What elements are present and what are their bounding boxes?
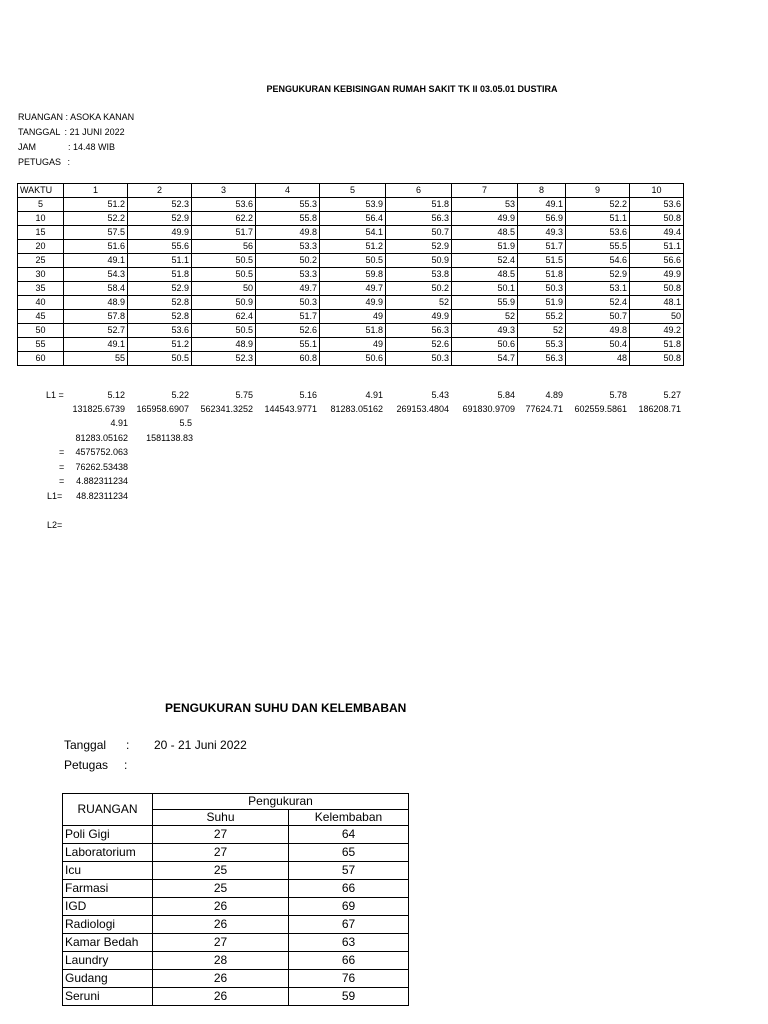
value-cell: 50.5 [320,254,386,268]
calc-value: 5.27 [663,390,681,400]
value-cell: 54.7 [452,352,518,366]
value-cell: 55.5 [566,240,630,254]
suhu-tanggal-value: 20 - 21 Juni 2022 [154,738,247,752]
kelembaban-cell: 63 [289,934,409,952]
waktu-cell: 35 [18,282,64,296]
waktu-cell: 50 [18,324,64,338]
value-cell: 49.1 [64,338,128,352]
eq-value: 76262.53438 [75,462,128,472]
calc-value: 5.5 [179,418,192,428]
info-label: TANGGAL [18,127,61,137]
suhu-cell: 27 [153,826,289,844]
ruangan-cell: Radiologi [63,916,153,934]
suhu-cell: 27 [153,844,289,862]
value-cell: 51.6 [64,240,128,254]
value-cell: 50.4 [566,338,630,352]
waktu-cell: 25 [18,254,64,268]
value-cell: 50.5 [192,324,256,338]
waktu-cell: 45 [18,310,64,324]
value-cell: 56.3 [518,352,566,366]
table-row [63,952,409,970]
table-row [63,826,409,844]
value-cell: 52.2 [64,212,128,226]
value-cell: 53 [452,198,518,212]
value-cell: 55.2 [518,310,566,324]
value-cell: 49.7 [320,282,386,296]
value-cell: 52.8 [128,310,192,324]
calc-value: 5.84 [497,390,515,400]
info-ruangan [18,112,134,127]
kelembaban-cell: 76 [289,970,409,988]
value-cell: 51.2 [320,240,386,254]
eq-label: L1= [47,491,63,501]
eq-value: 4575752.063 [75,447,128,457]
value-cell: 52.9 [566,268,630,282]
value-cell: 62.2 [192,212,256,226]
info-tanggal [18,127,134,142]
value-cell: 52.6 [256,324,320,338]
table-row [18,338,684,352]
value-cell: 49.8 [256,226,320,240]
ruangan-cell: Icu [63,862,153,880]
value-cell: 55 [64,352,128,366]
calc-value: 77624.71 [525,404,563,414]
suhu-title: PENGUKURAN SUHU DAN KELEMBABAN [165,701,407,715]
calc-value: 5.12 [107,390,125,400]
value-cell: 48.1 [630,296,684,310]
value-cell: 54.3 [64,268,128,282]
value-cell: 57.8 [64,310,128,324]
info-label: JAM [18,142,36,152]
value-cell: 55.6 [128,240,192,254]
value-cell: 51.5 [518,254,566,268]
value-cell: 55.3 [256,198,320,212]
info-value: 21 JUNI 2022 [69,127,125,137]
value-cell: 56.6 [630,254,684,268]
eq-value: 4.882311234 [76,476,128,486]
kelembaban-cell: 65 [289,844,409,862]
value-cell: 49.1 [518,198,566,212]
waktu-cell: 20 [18,240,64,254]
ruangan-cell: Kamar Bedah [63,934,153,952]
value-cell: 50.3 [256,296,320,310]
kelembaban-cell: 64 [289,826,409,844]
value-cell: 50.8 [630,282,684,296]
calc-value: 5.16 [299,390,317,400]
header-col: 6 [386,184,452,198]
value-cell: 50 [192,282,256,296]
table-row [63,844,409,862]
value-cell: 56 [192,240,256,254]
info-block [18,112,134,172]
value-cell: 52.2 [566,198,630,212]
value-cell: 49.9 [386,310,452,324]
value-cell: 50.5 [192,254,256,268]
value-cell: 49.3 [452,324,518,338]
value-cell: 51.1 [630,240,684,254]
table-row [18,198,684,212]
value-cell: 51.1 [128,254,192,268]
value-cell: 50.7 [566,310,630,324]
suhu-petugas-label: Petugas [64,758,109,772]
ruangan-cell: Laundry [63,952,153,970]
calc-value: 165958.6907 [136,404,189,414]
value-cell: 52.7 [64,324,128,338]
value-cell: 55.9 [452,296,518,310]
value-cell: 52 [452,310,518,324]
calc-value: 144543.9771 [264,404,317,414]
table-row [18,212,684,226]
waktu-cell: 15 [18,226,64,240]
waktu-cell: 5 [18,198,64,212]
kelembaban-cell: 66 [289,880,409,898]
table-row [63,916,409,934]
noise-table [17,183,684,366]
info-sep: : [68,142,71,152]
table-row [18,310,684,324]
value-cell: 51.7 [518,240,566,254]
value-cell: 49.7 [256,282,320,296]
waktu-cell: 30 [18,268,64,282]
value-cell: 52.6 [386,338,452,352]
value-cell: 51.1 [566,212,630,226]
value-cell: 51.7 [192,226,256,240]
header-col: 9 [566,184,630,198]
waktu-cell: 10 [18,212,64,226]
suhu-cell: 26 [153,916,289,934]
value-cell: 50.3 [518,282,566,296]
value-cell: 50.8 [630,212,684,226]
value-cell: 51.8 [518,268,566,282]
table-row [18,268,684,282]
calc-value: 4.91 [110,418,128,428]
calc-value: 5.43 [431,390,449,400]
header-waktu: WAKTU [18,184,64,198]
calc-value: 4.91 [365,390,383,400]
header-col: 8 [518,184,566,198]
value-cell: 49.9 [452,212,518,226]
table-row [63,988,409,1006]
value-cell: 53.9 [320,198,386,212]
calc-value: 186208.71 [638,404,681,414]
value-cell: 50.1 [452,282,518,296]
value-cell: 48 [566,352,630,366]
ruangan-cell: Laboratorium [63,844,153,862]
calc-value: 131825.6739 [72,404,125,414]
suhu-table [62,793,409,1006]
ruangan-cell: Gudang [63,970,153,988]
value-cell: 53.1 [566,282,630,296]
header-suhu: Suhu [153,810,289,826]
value-cell: 55.8 [256,212,320,226]
header-col: 1 [64,184,128,198]
calc-value: 602559.5861 [574,404,627,414]
value-cell: 50.2 [386,282,452,296]
kelembaban-cell: 67 [289,916,409,934]
suhu-cell: 28 [153,952,289,970]
value-cell: 49.2 [630,324,684,338]
calc-value: 81283.05162 [330,404,383,414]
value-cell: 51.9 [518,296,566,310]
calc-value: 1581138.83 [146,433,193,443]
value-cell: 51.8 [320,324,386,338]
value-cell: 52.3 [192,352,256,366]
value-cell: 50.9 [192,296,256,310]
suhu-tanggal-sep: : [126,738,130,752]
kelembaban-cell: 59 [289,988,409,1006]
calc-value: 269153.4804 [396,404,449,414]
table-row [63,934,409,952]
suhu-cell: 26 [153,970,289,988]
value-cell: 56.3 [386,212,452,226]
value-cell: 52.9 [128,282,192,296]
info-jam [18,142,134,157]
value-cell: 50.5 [192,268,256,282]
info-sep: : [67,157,71,167]
value-cell: 53.6 [630,198,684,212]
info-sep: : [65,112,69,122]
suhu-cell: 26 [153,898,289,916]
info-petugas [18,157,134,172]
value-cell: 54.6 [566,254,630,268]
info-value: ASOKA KANAN [70,112,135,122]
value-cell: 50.3 [386,352,452,366]
value-cell: 60.8 [256,352,320,366]
eq-value: 48.82311234 [76,491,128,501]
table-header-row [18,184,684,198]
table-row [18,296,684,310]
value-cell: 58.4 [64,282,128,296]
calc-value: 5.22 [171,390,189,400]
value-cell: 52 [386,296,452,310]
value-cell: 50.9 [386,254,452,268]
table-row [18,226,684,240]
value-cell: 51.8 [630,338,684,352]
value-cell: 51.2 [64,198,128,212]
value-cell: 48.5 [452,226,518,240]
calc-value: 691830.9709 [462,404,515,414]
waktu-cell: 60 [18,352,64,366]
table-row [18,324,684,338]
kelembaban-cell: 57 [289,862,409,880]
info-value: 14.48 WIB [73,142,116,152]
header-ruangan: RUANGAN [63,794,153,826]
value-cell: 50.8 [630,352,684,366]
value-cell: 51.8 [128,268,192,282]
value-cell: 50.7 [386,226,452,240]
header-col: 7 [452,184,518,198]
value-cell: 49.4 [630,226,684,240]
value-cell: 52.4 [452,254,518,268]
suhu-cell: 26 [153,988,289,1006]
value-cell: 49 [320,310,386,324]
eq-label: = [59,447,65,457]
table-row [63,898,409,916]
ruangan-cell: Seruni [63,988,153,1006]
calc-value: 5.78 [609,390,627,400]
value-cell: 49.9 [320,296,386,310]
header-kelembaban: Kelembaban [289,810,409,826]
value-cell: 48.9 [192,338,256,352]
value-cell: 53.8 [386,268,452,282]
value-cell: 49.3 [518,226,566,240]
value-cell: 52.8 [128,296,192,310]
value-cell: 49 [320,338,386,352]
value-cell: 52.4 [566,296,630,310]
suhu-cell: 27 [153,934,289,952]
value-cell: 48.9 [64,296,128,310]
header-col: 3 [192,184,256,198]
header-col: 5 [320,184,386,198]
ruangan-cell: Farmasi [63,880,153,898]
table-row [63,970,409,988]
ruangan-cell: IGD [63,898,153,916]
value-cell: 51.8 [386,198,452,212]
value-cell: 49.9 [128,226,192,240]
header-col: 10 [630,184,684,198]
noise-title: PENGUKURAN KEBISINGAN RUMAH SAKIT TK II 03.05.01 DUSTIRA [266,84,558,94]
table-row [18,254,684,268]
calc-value: 4.89 [545,390,563,400]
kelembaban-cell: 66 [289,952,409,970]
value-cell: 57.5 [64,226,128,240]
header-col: 2 [128,184,192,198]
value-cell: 52.9 [386,240,452,254]
value-cell: 50.6 [320,352,386,366]
ruangan-cell: Poli Gigi [63,826,153,844]
value-cell: 50.5 [128,352,192,366]
value-cell: 55.1 [256,338,320,352]
value-cell: 52.3 [128,198,192,212]
table-row [63,880,409,898]
value-cell: 48.5 [452,268,518,282]
waktu-cell: 40 [18,296,64,310]
l1-label: L1 = [46,390,64,400]
header-pengukuran: Pengukuran [153,794,409,810]
table-row [18,352,684,366]
value-cell: 52 [518,324,566,338]
table-row [18,240,684,254]
value-cell: 55.3 [518,338,566,352]
calc-value: 81283.05162 [75,433,128,443]
calc-value: 5.75 [235,390,253,400]
waktu-cell: 55 [18,338,64,352]
kelembaban-cell: 69 [289,898,409,916]
value-cell: 56.4 [320,212,386,226]
value-cell: 53.6 [128,324,192,338]
value-cell: 59.8 [320,268,386,282]
l2-label: L2= [47,520,63,530]
value-cell: 62.4 [192,310,256,324]
value-cell: 50 [630,310,684,324]
value-cell: 49.9 [630,268,684,282]
value-cell: 49.1 [64,254,128,268]
eq-label: = [59,462,65,472]
eq-label: = [59,476,65,486]
value-cell: 53.3 [256,268,320,282]
suhu-petugas-sep: : [124,758,128,772]
header-col: 4 [256,184,320,198]
suhu-tanggal-label: Tanggal [64,738,107,752]
info-sep: : [64,127,68,137]
calc-value: 562341.3252 [200,404,253,414]
value-cell: 53.6 [566,226,630,240]
value-cell: 51.9 [452,240,518,254]
table-row [63,862,409,880]
value-cell: 52.9 [128,212,192,226]
value-cell: 50.2 [256,254,320,268]
value-cell: 51.2 [128,338,192,352]
value-cell: 50.6 [452,338,518,352]
value-cell: 51.7 [256,310,320,324]
suhu-cell: 25 [153,862,289,880]
value-cell: 54.1 [320,226,386,240]
info-label: PETUGAS [18,157,62,167]
info-label: RUANGAN [18,112,64,122]
value-cell: 53.3 [256,240,320,254]
value-cell: 56.3 [386,324,452,338]
table-row [18,282,684,296]
value-cell: 56.9 [518,212,566,226]
value-cell: 53.6 [192,198,256,212]
value-cell: 49.8 [566,324,630,338]
suhu-cell: 25 [153,880,289,898]
